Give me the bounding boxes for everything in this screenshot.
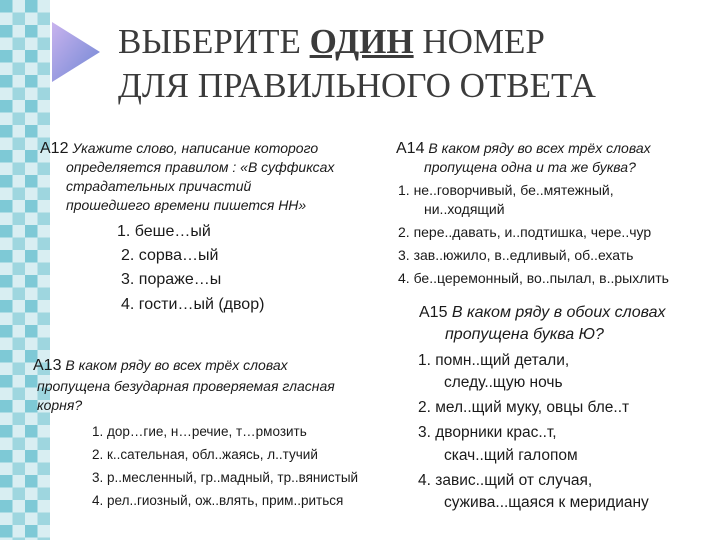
question-line: корня? xyxy=(37,397,83,413)
answer-option[interactable]: 1. не..говорчивый, бе..мятежный, xyxy=(398,182,614,198)
question-line: В каком ряду во всех трёх словах xyxy=(428,140,651,156)
answer-option[interactable]: 3. р..месленный, гр..мадный, тр..вянистый xyxy=(92,470,359,485)
title-highlight: ОДИН xyxy=(309,22,414,61)
question-a12 xyxy=(40,139,390,215)
answer-option-continued: скач..щий галопом xyxy=(444,447,578,464)
answer-option-continued: следу..щую ночь xyxy=(444,374,563,391)
answer-option[interactable]: 4. гости…ый (двор) xyxy=(121,296,265,313)
question-number: А15 xyxy=(419,304,448,321)
answer-option[interactable]: 2. сорва…ый xyxy=(121,247,219,264)
question-line: пропущена буква Ю? xyxy=(445,326,604,343)
answer-option[interactable]: 2. к..сательная, обл..жаясь, л..тучий xyxy=(92,447,318,462)
question-line: Укажите слово, написание которого xyxy=(72,140,319,156)
title-line1: ВЫБЕРИТЕ ОДИН НОМЕР xyxy=(118,22,545,61)
question-line: определяется правилом : «В суффиксах xyxy=(66,159,335,175)
question-line: пропущена одна и та же буква? xyxy=(424,159,636,175)
answer-option[interactable]: 1. помн..щий детали, xyxy=(418,352,570,369)
page-title xyxy=(118,20,708,108)
answer-option[interactable]: 4. бе..церемонный, во..пылал, в..рыхлить xyxy=(398,270,669,286)
question-a13 xyxy=(33,356,403,415)
question-line: В каком ряду во всех трёх словах xyxy=(65,357,288,373)
answer-option[interactable]: 1. беше…ый xyxy=(117,223,211,240)
question-number: А12 xyxy=(40,140,69,157)
answer-option[interactable]: 4. завис..щий от случая, xyxy=(418,472,593,489)
decorative-stripe xyxy=(0,0,50,540)
question-line: пропущена безударная проверяемая гласная xyxy=(37,378,335,394)
answer-option[interactable]: 3. зав..южило, в..едливый, об..ехать xyxy=(398,247,634,263)
answer-option-continued: сужива...щаяся к меридиану xyxy=(444,494,649,511)
answer-option[interactable]: 4. рел..гиозный, ож..влять, прим..риться xyxy=(92,493,344,508)
answer-option[interactable]: 2. мел..щий муку, овцы бле..т xyxy=(418,399,630,416)
decorative-triangle-icon xyxy=(52,22,102,82)
answer-option[interactable]: 2. пере..давать, и..подтишка, чере..чур xyxy=(398,224,652,240)
answer-option-continued: ни..ходящий xyxy=(424,201,505,217)
question-number: А13 xyxy=(33,357,62,374)
title-line2: ДЛЯ ПРАВИЛЬНОГО ОТВЕТА xyxy=(118,66,596,105)
question-line: страдательных причастий xyxy=(66,178,252,194)
question-number: А14 xyxy=(396,140,425,157)
answer-option[interactable]: 3. дворники крас..т, xyxy=(418,424,557,441)
question-a15 xyxy=(419,302,715,346)
question-line: В каком ряду в обоих словах xyxy=(451,304,666,321)
answer-option[interactable]: 3. пораже…ы xyxy=(121,271,222,288)
question-line: прошедшего времени пишется НН» xyxy=(66,197,307,213)
answer-option[interactable]: 1. дор…гие, н…речие, т…рмозить xyxy=(92,424,307,439)
question-a14 xyxy=(396,139,716,177)
